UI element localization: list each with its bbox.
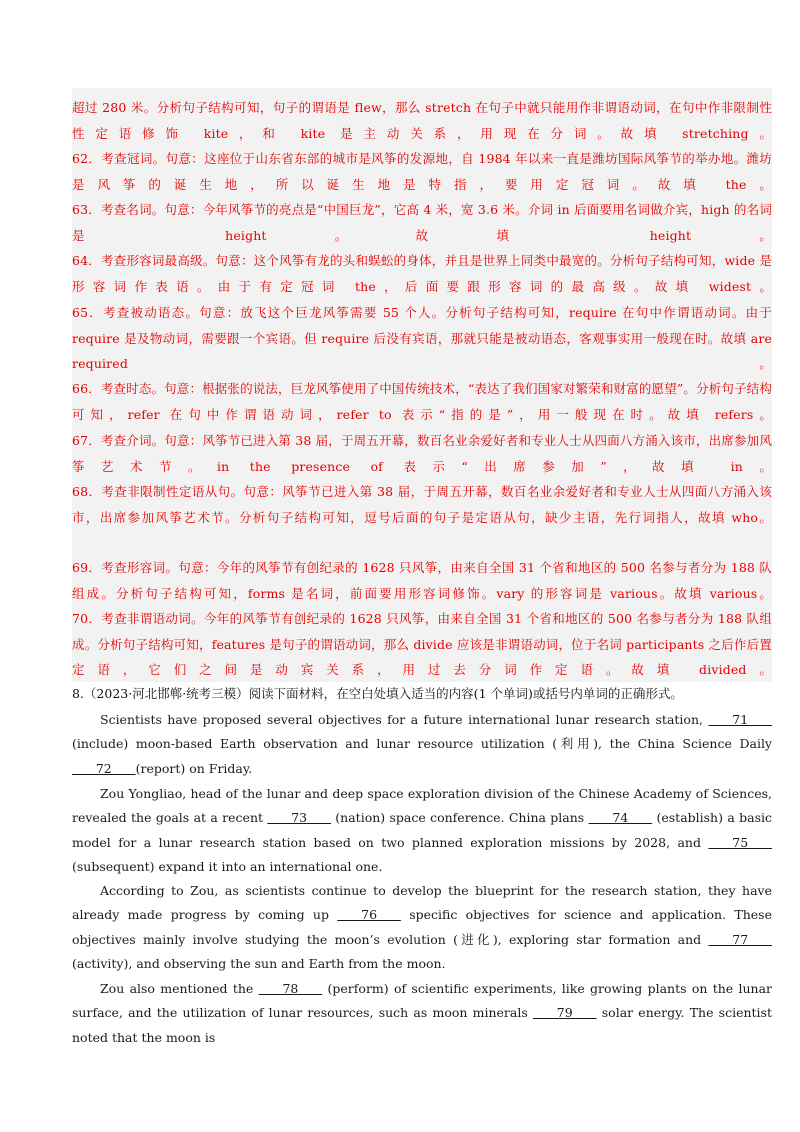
- answer-blank[interactable]: 73: [267, 810, 331, 826]
- answer-67: 67．考查介词。句意：风筝节已进入第 38 届，于周五开幕，数百名业余爱好者和专业人士从四面八方涌入该市，出席参加风筝艺术节。in the presence of 表示“出席参加”，故填 in。: [72, 433, 772, 474]
- passage-text: Zou also mentioned the: [100, 981, 259, 996]
- question-8-header: 8.（2023·河北邯郸·统考三模）阅读下面材料，在空白处填入适当的内容(1 个单词)或括号内单词的正确形式。: [72, 686, 683, 701]
- passage-text: solar energy. The scientist noted that the moon is: [72, 1005, 772, 1045]
- answer-64: 64．考查形容词最高级。句意：这个风筝有龙的头和蜈蚣的身体，并且是世界上同类中最宽的。分析句子结构可知，wide 是形容词作表语。由于有定冠词 the，后面要跟形容词的最高级。故填 widest。: [72, 253, 772, 294]
- answer-blank[interactable]: 72: [72, 760, 136, 776]
- answer-68: 68．考查非限制性定语从句。句意：风筝节已进入第 38 届，于周五开幕，数百名业余爱好者和专业人士从四面八方涌入该市，出席参加风筝艺术节。分析句子结构可知，逗号后面的句子是定语从句，缺少主语，先行词指人，故填 who。: [72, 484, 772, 525]
- answer-65: 65．考查被动语态。句意：放飞这个巨龙风筝需要 55 个人。分析句子结构可知，require 在句中作谓语动词。由于 require 是及物动词，需要跟一个宾语。但 require 后没有宾语，那就只能是被动语态，客观事实用一般现在时。故填 are required。: [72, 305, 772, 372]
- answer-70: 70．考查非谓语动词。今年的风筝节有创纪录的 1628 只风筝，由来自全国 31 个省和地区的 500 名参与者分为 188 队组成。分析句子结构可知，features 是句子的谓语动词，那么 divide 应该是非谓语动词，位于名词 participants 之后作后置定语，它们之间是动宾关系，用过去分词作定语。故填 divided。: [72, 611, 772, 678]
- passage-text: specific objectives for science and application. These objectives mainly involve studying the moon’s evolution (进化), exploring star formation and: [72, 907, 772, 947]
- answer-62: 62．考查冠词。句意：这座位于山东省东部的城市是风筝的发源地，自 1984 年以来一直是潍坊国际风筝节的举办地。潍坊是风筝的诞生地，所以诞生地是特指，要用定冠词。故填 the。: [72, 151, 772, 192]
- answer-blank[interactable]: 75: [708, 834, 772, 850]
- answer-63: 63．考查名词。句意：今年风筝节的亮点是“中国巨龙”，它高 4 米，宽 3.6 米。介词 in 后面要用名词做介宾，high 的名词是 height。故填 height。: [72, 202, 772, 243]
- passage-text: (report) on Friday.: [135, 760, 253, 776]
- passage-text: (nation) space conference. China plans: [330, 810, 589, 826]
- answer-61-tail: 超过 280 米。分析句子结构可知，句子的谓语是 flew，那么 stretch 在句子中就只能用作非谓语动词，在句中作非限制性性定语修饰 kite，和 kite 是主动关系，用现在分词。故填 stretching。: [72, 100, 772, 141]
- answer-blank[interactable]: 77: [708, 931, 772, 947]
- passage-text: According to Zou, as scientists continue to develop the blueprint for the research station, they have already made progress by coming up: [72, 883, 772, 923]
- passage-text: (activity), and observing the sun and Earth from the moon.: [72, 956, 446, 972]
- passage-paragraph-2: [72, 782, 772, 880]
- passage-text: Scientists have proposed several objectives for a future international lunar research station,: [100, 712, 709, 727]
- passage-text: (perform) of scientific experiments, like growing plants on the lunar surface, and the utilization of lunar resources, such as moon minerals: [72, 981, 772, 1021]
- answer-66: 66．考查时态。句意：根据张的说法，巨龙风筝使用了中国传统技术，“表达了我们国家对繁荣和财富的愿望”。分析句子结构可知，refer 在句中作谓语动词，refer to 表示“指的是”，用一般现在时。故填 refers。: [72, 381, 772, 422]
- passage-paragraph-4: [72, 977, 772, 1050]
- answer-blank[interactable]: 71: [708, 712, 772, 727]
- passage-text: Zou Yongliao, head of the lunar and deep space exploration division of the Chinese Academy of Sciences, revealed the goals at a recent: [72, 786, 772, 826]
- passage-text: (establish) a basic model for a lunar research station based on two planned exploration missions by 2028, and: [72, 810, 772, 850]
- passage-text: (subsequent) expand it into an international one.: [72, 859, 383, 875]
- passage-paragraph-1: [72, 708, 772, 781]
- answer-blank[interactable]: 79: [532, 1005, 597, 1021]
- answer-blank[interactable]: 76: [337, 907, 401, 923]
- answer-69: 69．考查形容词。句意：今年的风筝节有创纪录的 1628 只风筝，由来自全国 31 个省和地区的 500 名参与者分为 188 队组成。分析句子结构可知，forms 是名词，前面要用形容词修饰。vary 的形容词是 various。故填 various。: [72, 560, 772, 601]
- passage-paragraph-3: [72, 879, 772, 977]
- answer-blank[interactable]: 78: [258, 981, 323, 996]
- answer-blank[interactable]: 74: [588, 810, 653, 826]
- passage-text: (include) moon-based Earth observation and lunar resource utilization (利用), the China Science Daily: [72, 736, 772, 752]
